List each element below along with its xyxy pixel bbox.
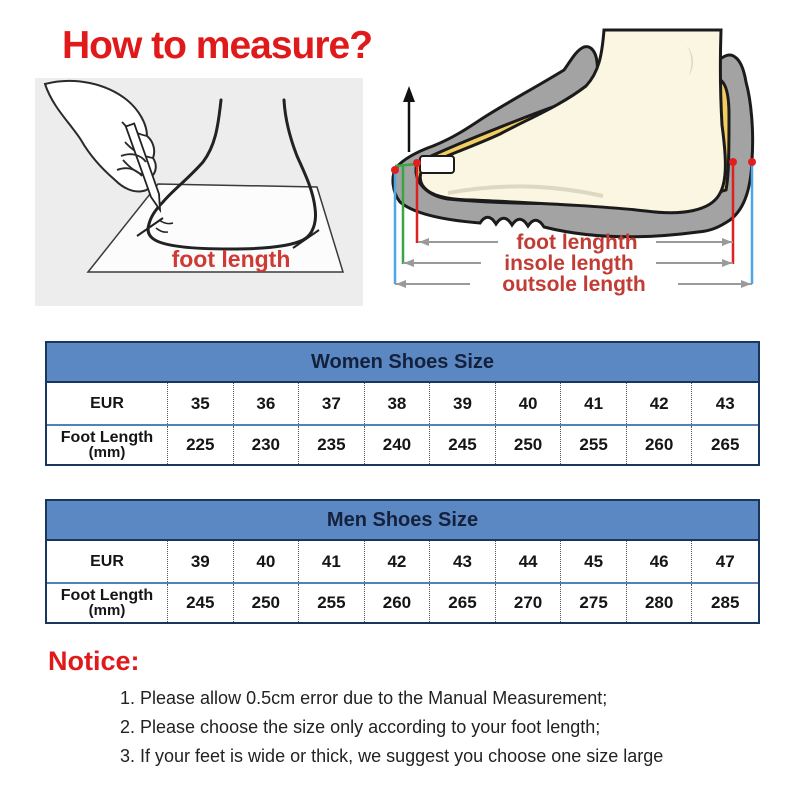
arrowhead-icon xyxy=(722,238,732,246)
foot-length-caption: foot length xyxy=(171,246,291,272)
table-cell: 46 xyxy=(627,541,693,582)
table-cell: 225 xyxy=(168,426,234,464)
row-header-sub: (mm) xyxy=(88,602,126,619)
arrowhead-icon xyxy=(419,238,429,246)
table-cell: 35 xyxy=(168,383,234,424)
notice-item: 3. If your feet is wide or thick, we suggest you choose one size large xyxy=(120,746,664,766)
table-cell: 275 xyxy=(561,584,627,622)
table-cell: 255 xyxy=(561,426,627,464)
table-cell: 265 xyxy=(711,435,740,454)
outsole-length-label: outsole length xyxy=(502,273,646,296)
foot-tracing-diagram xyxy=(35,78,363,306)
table-cell: 255 xyxy=(299,584,365,622)
row-header-label: Foot Length xyxy=(60,587,154,604)
table-title: Women Shoes Size xyxy=(47,343,758,383)
table-row xyxy=(47,383,758,424)
arrowhead-icon xyxy=(722,259,732,267)
table-cell: 270 xyxy=(496,584,562,622)
row-header-label: Foot Length xyxy=(60,429,154,446)
row-header-cell xyxy=(47,383,168,424)
table-cell: 250 xyxy=(496,426,562,464)
marker-dot xyxy=(748,158,756,166)
table-row xyxy=(47,424,758,464)
row-header-cell xyxy=(47,426,168,464)
table-title: Men Shoes Size xyxy=(47,501,758,541)
table-cell: 44 xyxy=(496,541,562,582)
notice-title: Notice: xyxy=(48,646,140,676)
table-cell: 41 xyxy=(299,541,365,582)
notice-list xyxy=(120,684,663,771)
shoe-measurement-diagram xyxy=(388,0,800,300)
table-cell: 38 xyxy=(365,383,431,424)
row-header-label: EUR xyxy=(90,395,124,412)
table-cell: 280 xyxy=(627,584,693,622)
row-header-label: EUR xyxy=(90,553,124,570)
table-cell: 43 xyxy=(715,393,735,413)
table-cell: 41 xyxy=(561,383,627,424)
table-cell: 245 xyxy=(430,426,496,464)
arrowhead-icon xyxy=(741,280,751,288)
table-cell: 40 xyxy=(234,541,300,582)
table-row xyxy=(47,582,758,622)
table-cell: 45 xyxy=(561,541,627,582)
table-cell: 245 xyxy=(168,584,234,622)
marker-dot xyxy=(413,159,421,167)
foot-length-label: foot lenghth xyxy=(516,231,638,254)
row-header-cell xyxy=(47,584,168,622)
notice-item: 2. Please choose the size only according to your foot length; xyxy=(120,717,601,737)
table-cell: 260 xyxy=(627,426,693,464)
insole-length-label: insole length xyxy=(504,252,634,275)
table-cell: 36 xyxy=(234,383,300,424)
row-header-cell xyxy=(47,541,168,582)
toe-cap-tag xyxy=(420,156,454,173)
table-cell: 285 xyxy=(711,593,740,612)
table-cell: 265 xyxy=(430,584,496,622)
table-cell: 39 xyxy=(430,383,496,424)
marker-dot xyxy=(729,158,737,166)
table-cell: 43 xyxy=(430,541,496,582)
row-header-sub: (mm) xyxy=(88,444,126,461)
table-cell: 240 xyxy=(365,426,431,464)
table-cell: 230 xyxy=(234,426,300,464)
marker-dot xyxy=(391,166,399,174)
table-cell: 235 xyxy=(299,426,365,464)
table-cell: 47 xyxy=(715,551,735,571)
table-cell: 260 xyxy=(365,584,431,622)
notice-item: 1. Please allow 0.5cm error due to the Manual Measurement; xyxy=(120,688,608,708)
table-cell: 42 xyxy=(627,383,693,424)
table-row xyxy=(47,541,758,582)
table-cell: 250 xyxy=(234,584,300,622)
table-cell: 40 xyxy=(496,383,562,424)
page-title: How to measure? xyxy=(62,24,373,67)
women-size-table xyxy=(45,341,760,466)
up-arrow-icon xyxy=(403,86,415,102)
table-cell: 39 xyxy=(168,541,234,582)
arrowhead-icon xyxy=(404,259,414,267)
arrowhead-icon xyxy=(396,280,406,288)
table-cell: 42 xyxy=(365,541,431,582)
table-cell: 37 xyxy=(299,383,365,424)
men-size-table xyxy=(45,499,760,624)
